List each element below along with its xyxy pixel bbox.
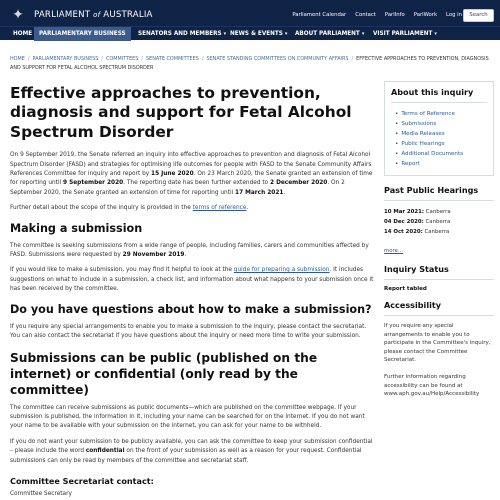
brand-word-country: AUSTRALIA xyxy=(103,10,153,20)
about-inquiry-links xyxy=(391,109,487,169)
intro-text: On 9 September 2019, the Senate referred an inquiry into effective approaches to prevention and diagnosis of Fetal Alcohol Spectrum Disorder (FASD) and strategies for optimising life outcomes for people with FASD to the Senate Community Affairs References Committee for inquiry and report by xyxy=(10,152,372,178)
past-hearings-title: Past Public Hearings xyxy=(384,185,479,195)
nav-item-parliamentary-business[interactable] xyxy=(34,27,131,41)
making-text: . xyxy=(184,252,187,259)
accessibility-section xyxy=(384,300,494,399)
making-submission-paragraph-1 xyxy=(10,242,374,261)
making-text: If you would like to make a submission, you may find it helpful to look at the xyxy=(10,267,234,274)
sidebar-link-public-hearings[interactable]: • Public Hearings xyxy=(395,139,487,149)
submission-guide-link[interactable]: guide for preparing a submission xyxy=(233,267,330,274)
chevron-down-icon: ▾ xyxy=(223,31,227,37)
utility-link-parlinfo[interactable]: ParlInfo xyxy=(384,12,405,18)
public-confidential-heading: Submissions can be public (published on the internet) or confidential (only read by the committee) xyxy=(10,350,318,397)
breadcrumb-link-committees[interactable]: COMMITTEES xyxy=(106,56,139,62)
questions-paragraph: If you require any special arrangements to enable you to make a submission to the inquiry, please contact the secretariat. You can also contact the secretariat if you have questions about the inquiry or need more time to write your submission. xyxy=(10,323,367,340)
nav-label: PARLIAMENTARY BUSINESS xyxy=(39,31,126,37)
confidential-text: If you do not want your submission to be publicly available, you can ask the committee to keep your submission confidential – please include the word xyxy=(10,438,373,455)
accessibility-info-text: Further information regarding accessibility can be found at www.aph.gov.au/Help/Accessibility xyxy=(384,373,480,398)
site-logo-text[interactable] xyxy=(34,10,153,20)
making-submission-paragraph-2 xyxy=(10,266,374,294)
brand-word-parliament: PARLIAMENT xyxy=(34,10,91,20)
search-button[interactable]: Search xyxy=(463,9,494,22)
secretariat-line: Committee Secretary xyxy=(10,490,72,497)
making-submission-heading: Making a submission xyxy=(10,221,143,235)
hearing-item xyxy=(384,227,494,237)
utility-link-login[interactable]: Log in xyxy=(446,12,462,18)
hearing-date: 14 Oct 2020: xyxy=(384,229,423,235)
page-title: Effective approaches to prevention, diagnosis and support for Fetal Alcohol Spectrum Disorder xyxy=(10,84,352,141)
breadcrumb-separator: / xyxy=(351,56,354,62)
breadcrumb xyxy=(10,55,496,72)
hearing-place: Canberra xyxy=(423,219,451,225)
nav-item-visit-parliament[interactable] xyxy=(368,27,442,41)
further-text: Further detail about the scope of the inquiry is provided in the xyxy=(10,205,193,212)
sidebar-link-report[interactable]: • Report xyxy=(395,159,487,169)
breadcrumb-separator: / xyxy=(27,56,30,62)
past-hearings-section xyxy=(384,185,494,256)
further-detail-paragraph xyxy=(10,204,374,213)
breadcrumb-separator: / xyxy=(141,56,144,62)
inquiry-status-value: Report tabled xyxy=(384,286,427,292)
intro-text: . xyxy=(283,189,286,196)
coat-of-arms-icon[interactable]: ✦ xyxy=(12,7,24,23)
intro-text: . On 23 March 2020, the Senate granted an extension of time for reporting until xyxy=(10,171,373,187)
divider xyxy=(384,315,494,316)
utility-link-parlwork[interactable]: ParlWork xyxy=(413,12,438,18)
intro-text: . On 2 September 2020, the Senate granted an extension of time for reporting until xyxy=(10,180,345,196)
questions-heading: Do you have questions about how to make a submission? xyxy=(10,302,372,316)
terms-of-reference-link[interactable]: terms of reference xyxy=(192,205,247,212)
accessibility-text: If you require any special arrangements to enable you to participate in the Committee's inquiry, please contact the Committee Secretariat. xyxy=(384,323,491,364)
breadcrumb-separator: / xyxy=(101,56,104,62)
confidential-keyword: confidential xyxy=(85,448,125,455)
chevron-down-icon: ▾ xyxy=(284,31,288,37)
intro-paragraph xyxy=(10,151,374,198)
intro-text: . The reporting date has been further extended to xyxy=(123,180,271,187)
breadcrumb-separator: / xyxy=(201,56,204,62)
utility-link-contact[interactable]: Contact xyxy=(355,12,376,18)
nav-item-about-parliament[interactable] xyxy=(290,27,369,41)
breadcrumb-link-home[interactable]: HOME xyxy=(10,56,25,62)
hearing-date: 10 Mar 2021: xyxy=(384,209,425,215)
brand-word-of: of xyxy=(93,11,101,19)
nav-item-home[interactable] xyxy=(8,27,37,41)
main-nav xyxy=(0,26,500,40)
more-hearings-link[interactable]: more... xyxy=(384,248,404,254)
report-date-3: 2 December 2020 xyxy=(270,180,328,187)
hearing-place: Canberra xyxy=(424,209,451,215)
sidebar-link-terms-of-reference[interactable]: • Terms of Reference xyxy=(395,109,487,119)
nav-item-senators-members[interactable] xyxy=(133,27,231,41)
nav-label: VISIT PARLIAMENT xyxy=(373,31,433,37)
chevron-down-icon: ▾ xyxy=(361,31,365,37)
inquiry-status-title: Inquiry Status xyxy=(384,264,449,274)
making-text: The committee is seeking submissions from a wide range of people, including families, carers and communities affected by FASD. Submissions were requested by xyxy=(10,242,369,259)
breadcrumb-link-community-affairs[interactable]: SENATE STANDING COMMITTEES ON COMMUNITY AFFAIRS xyxy=(206,56,349,62)
utility-link-calendar[interactable]: Parliament Calendar xyxy=(292,12,347,18)
submission-due-date: 29 November 2019 xyxy=(122,252,185,259)
further-text: . xyxy=(246,205,249,212)
inquiry-status-section xyxy=(384,264,494,292)
hearing-date: 04 Dec 2020: xyxy=(384,219,424,225)
nav-item-news-events[interactable] xyxy=(225,27,292,41)
nav-label: SENATORS AND MEMBERS xyxy=(138,31,222,37)
nav-label: NEWS & EVENTS xyxy=(230,31,283,37)
divider xyxy=(391,102,487,103)
hearing-place: Canberra xyxy=(422,229,450,235)
sidebar-link-submissions[interactable]: • Submissions xyxy=(395,119,487,129)
nav-label: ABOUT PARLIAMENT xyxy=(295,31,360,37)
main-content xyxy=(10,84,374,500)
accessibility-title: Accessibility xyxy=(384,300,442,310)
public-paragraph: The committee can receive submissions as public documents—which are published on the committee webpage. If your submission is published, the information in it, including your name can be searched for on the internet. If you do not want your name to be available with your submission on the internet, you can ask for your name to be withheld. xyxy=(10,404,365,430)
breadcrumb-link-senate-committees[interactable]: SENATE COMMITTEES xyxy=(146,56,199,62)
chevron-down-icon: ▾ xyxy=(434,31,437,37)
nav-label: HOME xyxy=(13,31,33,37)
about-inquiry-panel xyxy=(384,81,494,176)
secretariat-contact-heading: Committee Secretariat contact: xyxy=(10,475,154,486)
divider xyxy=(384,279,494,280)
breadcrumb-link-parliamentary-business[interactable]: PARLIAMENTARY BUSINESS xyxy=(32,56,99,62)
sidebar xyxy=(384,81,494,407)
report-date-2: 9 September 2020 xyxy=(63,180,124,187)
confidential-paragraph xyxy=(10,438,374,466)
making-text: . It includes suggestions on what to include in a submission, a check list, and information about what happens to your submission once it has been received by the committee. xyxy=(10,267,374,293)
sidebar-link-additional-documents[interactable]: • Additional Documents xyxy=(395,149,487,159)
breadcrumb-current: EFFECTIVE APPROACHES TO PREVENTION, DIAGNOSIS AND SUPPORT FOR FETAL ALCOHOL SPECTRUM DISORDER xyxy=(10,56,489,71)
about-inquiry-title: About this inquiry xyxy=(391,87,474,97)
sidebar-link-media-releases[interactable]: • Media Releases xyxy=(395,129,487,139)
report-date-1: 15 June 2020 xyxy=(151,171,194,178)
hearing-item xyxy=(384,207,494,217)
confidential-text: on the front of your submission as well as a reason for your request. Confidential submissions can only be read by members of the committee and secretariat staff. xyxy=(10,448,362,464)
utility-links xyxy=(292,12,462,18)
hearing-item xyxy=(384,217,494,227)
divider xyxy=(384,200,494,201)
report-date-4: 17 March 2021 xyxy=(235,189,284,196)
